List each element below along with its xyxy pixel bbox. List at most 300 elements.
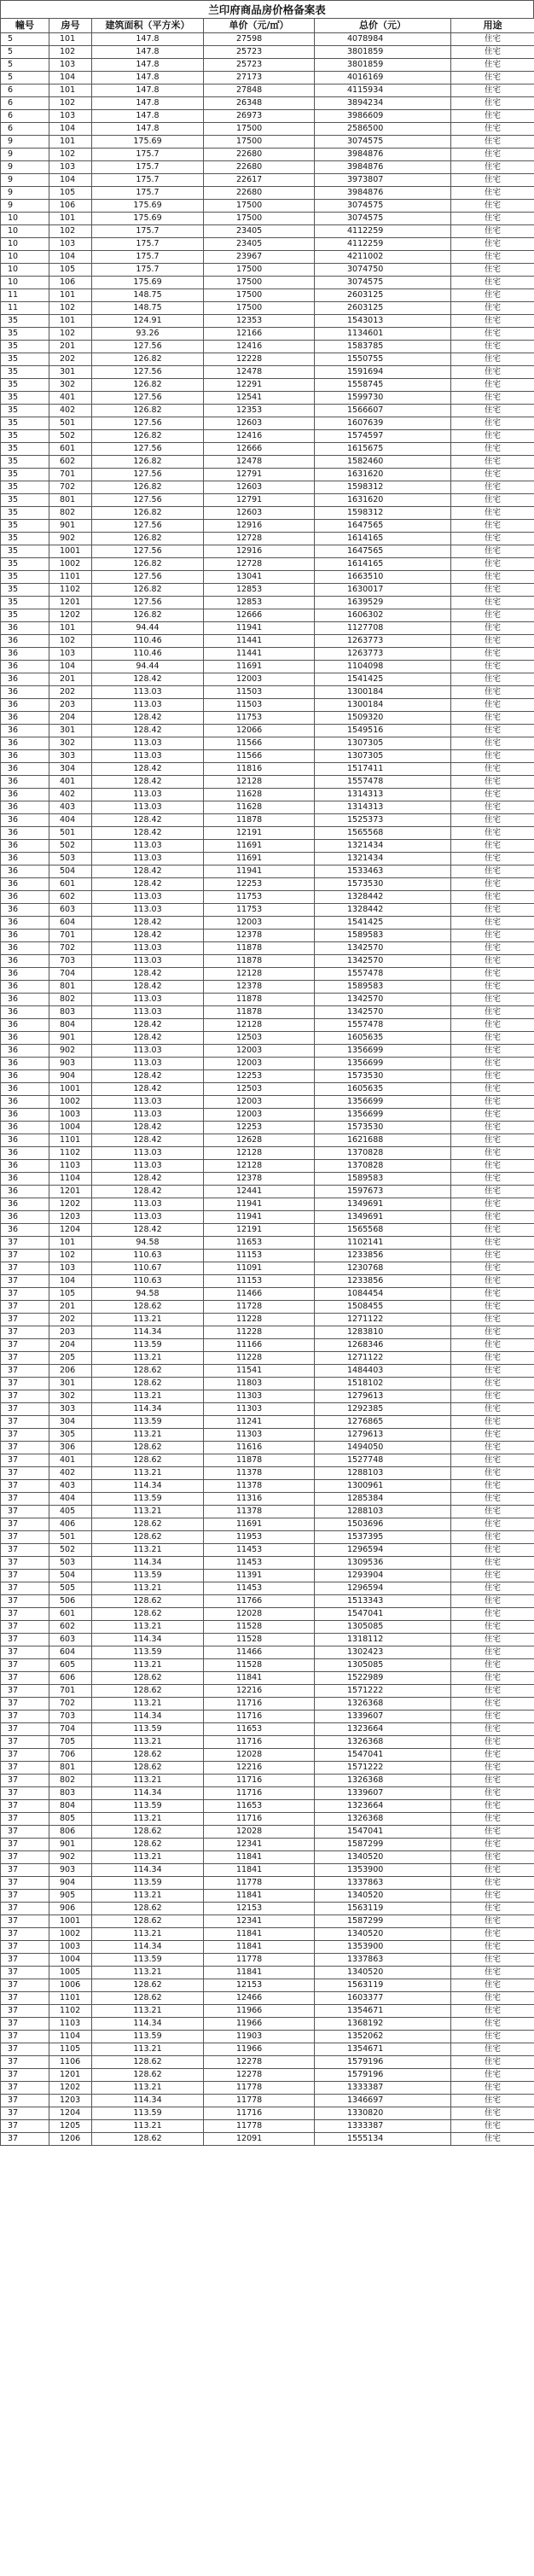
area-cell: 128.42 [92,673,204,686]
use-cell: 住宅 [451,2031,534,2043]
area-cell: 113.03 [92,1160,204,1173]
building-cell: 35 [1,609,49,622]
unit-price-cell: 12028 [204,1608,315,1621]
room-cell: 602 [49,891,92,904]
use-cell: 住宅 [451,1173,534,1186]
use-cell: 住宅 [451,315,534,328]
total-price-cell: 1527748 [315,1454,451,1467]
area-cell: 113.03 [92,904,204,917]
use-cell: 住宅 [451,1787,534,1800]
room-cell: 901 [49,520,92,533]
unit-price-cell: 12478 [204,366,315,379]
total-price-cell: 1292385 [315,1403,451,1416]
unit-price-cell: 27848 [204,85,315,97]
total-price-cell: 1127708 [315,622,451,635]
area-cell: 113.21 [92,1659,204,1672]
room-cell: 1001 [49,1915,92,1928]
unit-price-cell: 12353 [204,405,315,417]
unit-price-cell: 11778 [204,2120,315,2133]
area-cell: 147.8 [92,97,204,110]
table-row [1,981,534,994]
table-row [1,955,534,968]
area-cell: 128.42 [92,1186,204,1198]
total-price-cell: 1573530 [315,1122,451,1134]
table-row [1,238,534,251]
table-row [1,763,534,776]
use-cell: 住宅 [451,686,534,699]
total-price-cell: 1663510 [315,571,451,584]
room-cell: 101 [49,315,92,328]
room-cell: 504 [49,865,92,878]
use-cell: 住宅 [451,1903,534,1915]
room-cell: 202 [49,1314,92,1326]
building-cell: 37 [1,1339,49,1352]
unit-price-cell: 11228 [204,1326,315,1339]
unit-price-cell: 11716 [204,1736,315,1749]
unit-price-cell: 17500 [204,200,315,213]
unit-price-cell: 11541 [204,1365,315,1378]
unit-price-cell: 12541 [204,392,315,405]
area-cell: 113.03 [92,750,204,763]
table-row [1,1454,534,1467]
room-cell: 302 [49,1390,92,1403]
use-cell: 住宅 [451,622,534,635]
table-row [1,2056,534,2069]
unit-price-cell: 26973 [204,110,315,123]
building-cell: 35 [1,520,49,533]
room-cell: 101 [49,622,92,635]
building-cell: 36 [1,1083,49,1096]
building-cell: 37 [1,1301,49,1314]
use-cell: 住宅 [451,161,534,174]
building-cell: 37 [1,1928,49,1941]
area-cell: 128.62 [92,1365,204,1378]
building-cell: 35 [1,597,49,609]
unit-price-cell: 11753 [204,891,315,904]
use-cell: 住宅 [451,481,534,494]
unit-price-cell: 11566 [204,750,315,763]
building-cell: 35 [1,507,49,520]
table-row [1,46,534,59]
area-cell: 114.34 [92,2018,204,2031]
table-row [1,699,534,712]
unit-price-cell: 11716 [204,1775,315,1787]
area-cell: 128.42 [92,763,204,776]
use-cell: 住宅 [451,2043,534,2056]
room-cell: 1202 [49,1198,92,1211]
unit-price-cell: 11766 [204,1595,315,1608]
area-cell: 126.82 [92,430,204,443]
unit-price-cell: 11528 [204,1634,315,1646]
room-cell: 306 [49,1442,92,1454]
building-cell: 37 [1,2107,49,2120]
building-cell: 35 [1,315,49,328]
unit-price-cell: 11841 [204,1864,315,1877]
room-cell: 1104 [49,2031,92,2043]
total-price-cell: 1356699 [315,1096,451,1109]
use-cell: 住宅 [451,1762,534,1775]
use-cell: 住宅 [451,635,534,648]
building-cell: 35 [1,430,49,443]
use-cell: 住宅 [451,289,534,302]
use-cell: 住宅 [451,1698,534,1711]
total-price-cell: 1647565 [315,520,451,533]
room-cell: 802 [49,1775,92,1787]
area-cell: 175.69 [92,136,204,149]
building-cell: 37 [1,1608,49,1621]
use-cell: 住宅 [451,251,534,264]
area-cell: 126.82 [92,353,204,366]
room-cell: 204 [49,1339,92,1352]
use-cell: 住宅 [451,341,534,353]
building-cell: 36 [1,673,49,686]
area-cell: 113.59 [92,1646,204,1659]
room-cell: 702 [49,1698,92,1711]
unit-price-cell: 12253 [204,878,315,891]
room-cell: 703 [49,955,92,968]
room-cell: 401 [49,392,92,405]
building-cell: 37 [1,1723,49,1736]
total-price-cell: 4115934 [315,85,451,97]
use-cell: 住宅 [451,584,534,597]
table-row [1,417,534,430]
use-cell: 住宅 [451,1992,534,2005]
table-row [1,1186,534,1198]
use-cell: 住宅 [451,1314,534,1326]
room-cell: 902 [49,1045,92,1058]
unit-price-cell: 11878 [204,1006,315,1019]
total-price-cell: 3801859 [315,59,451,72]
use-cell: 住宅 [451,1275,534,1288]
table-row [1,1787,534,1800]
use-cell: 住宅 [451,302,534,315]
total-price-cell: 1518102 [315,1378,451,1390]
unit-price-cell: 17500 [204,136,315,149]
total-price-cell: 1533463 [315,865,451,878]
unit-price-cell: 11628 [204,789,315,801]
room-cell: 301 [49,366,92,379]
use-cell: 住宅 [451,1506,534,1518]
area-cell: 114.34 [92,1941,204,1954]
building-cell: 37 [1,1775,49,1787]
building-cell: 37 [1,1915,49,1928]
unit-price-cell: 11691 [204,661,315,673]
room-cell: 402 [49,789,92,801]
use-cell: 住宅 [451,430,534,443]
total-price-cell: 1573530 [315,878,451,891]
total-price-cell: 1370828 [315,1147,451,1160]
total-price-cell: 1598312 [315,481,451,494]
area-cell: 113.59 [92,2031,204,2043]
use-cell: 住宅 [451,917,534,930]
use-cell: 住宅 [451,1058,534,1070]
unit-price-cell: 12378 [204,1173,315,1186]
area-cell: 113.59 [92,1954,204,1967]
table-row [1,1211,534,1224]
unit-price-cell: 11841 [204,1851,315,1864]
use-cell: 住宅 [451,1083,534,1096]
building-cell: 37 [1,1621,49,1634]
total-price-cell: 1296594 [315,1544,451,1557]
total-price-cell: 1263773 [315,635,451,648]
table-row [1,277,534,289]
room-cell: 801 [49,494,92,507]
use-cell: 住宅 [451,1365,534,1378]
building-cell: 6 [1,97,49,110]
use-cell: 住宅 [451,328,534,341]
room-cell: 104 [49,251,92,264]
use-cell: 住宅 [451,661,534,673]
table-row [1,1096,534,1109]
use-cell: 住宅 [451,1621,534,1634]
building-cell: 37 [1,1365,49,1378]
use-cell: 住宅 [451,136,534,149]
use-cell: 住宅 [451,1019,534,1032]
unit-price-cell: 11941 [204,865,315,878]
area-cell: 175.69 [92,200,204,213]
unit-price-cell: 12853 [204,584,315,597]
room-cell: 103 [49,1262,92,1275]
room-cell: 201 [49,673,92,686]
unit-price-cell: 11628 [204,801,315,814]
area-cell: 128.62 [92,2069,204,2082]
area-cell: 128.62 [92,1442,204,1454]
area-cell: 114.34 [92,1326,204,1339]
unit-price-cell: 23405 [204,238,315,251]
area-cell: 128.62 [92,2133,204,2146]
use-cell: 住宅 [451,1723,534,1736]
table-row [1,1531,534,1544]
area-cell: 110.46 [92,648,204,661]
total-price-cell: 1283810 [315,1326,451,1339]
building-cell: 10 [1,264,49,277]
building-cell: 9 [1,187,49,200]
room-cell: 605 [49,1659,92,1672]
building-cell: 37 [1,1941,49,1954]
room-cell: 102 [49,149,92,161]
unit-price-cell: 11528 [204,1621,315,1634]
building-cell: 37 [1,1954,49,1967]
room-cell: 401 [49,776,92,789]
total-price-cell: 1547041 [315,1826,451,1839]
unit-price-cell: 11878 [204,814,315,827]
area-cell: 128.62 [92,1608,204,1621]
area-cell: 113.21 [92,1544,204,1557]
building-cell: 35 [1,584,49,597]
use-cell: 住宅 [451,725,534,737]
use-cell: 住宅 [451,1493,534,1506]
unit-price-cell: 11941 [204,1211,315,1224]
building-cell: 36 [1,1198,49,1211]
total-price-cell: 1276865 [315,1416,451,1429]
area-cell: 94.44 [92,622,204,635]
total-price-cell: 1323664 [315,1723,451,1736]
room-cell: 601 [49,1608,92,1621]
area-cell: 113.59 [92,1416,204,1429]
room-cell: 704 [49,1723,92,1736]
total-price-cell: 3894234 [315,97,451,110]
area-cell: 113.03 [92,994,204,1006]
total-price-cell: 1263773 [315,648,451,661]
building-cell: 37 [1,1826,49,1839]
total-price-cell: 1342570 [315,994,451,1006]
building-cell: 36 [1,1211,49,1224]
area-cell: 128.62 [92,1685,204,1698]
table-row [1,1851,534,1864]
total-price-cell: 3984876 [315,149,451,161]
building-cell: 35 [1,456,49,469]
room-cell: 502 [49,840,92,853]
area-cell: 113.59 [92,2107,204,2120]
area-cell: 113.03 [92,1006,204,1019]
room-cell: 802 [49,994,92,1006]
table-row [1,865,534,878]
building-cell: 37 [1,1493,49,1506]
use-cell: 住宅 [451,853,534,865]
unit-price-cell: 11816 [204,763,315,776]
building-cell: 36 [1,725,49,737]
building-cell: 37 [1,1557,49,1570]
total-price-cell: 1621688 [315,1134,451,1147]
total-price-cell: 1340520 [315,1890,451,1903]
total-price-cell: 1541425 [315,917,451,930]
total-price-cell: 1503696 [315,1518,451,1531]
unit-price-cell: 12853 [204,597,315,609]
area-cell: 113.21 [92,1390,204,1403]
table-row [1,1634,534,1646]
room-cell: 806 [49,1826,92,1839]
table-row [1,1429,534,1442]
unit-price-cell: 11566 [204,737,315,750]
area-cell: 128.62 [92,1454,204,1467]
building-cell: 37 [1,1378,49,1390]
total-price-cell: 3074575 [315,136,451,149]
room-cell: 501 [49,827,92,840]
price-table [0,18,534,2146]
table-row [1,1595,534,1608]
building-cell: 37 [1,1979,49,1992]
total-price-cell: 1321434 [315,840,451,853]
building-cell: 36 [1,1058,49,1070]
area-cell: 126.82 [92,405,204,417]
use-cell: 住宅 [451,72,534,85]
room-cell: 703 [49,1711,92,1723]
table-row [1,1416,534,1429]
table-row [1,622,534,635]
area-cell: 147.8 [92,85,204,97]
room-cell: 603 [49,1634,92,1646]
use-cell: 住宅 [451,545,534,558]
unit-price-cell: 12416 [204,341,315,353]
unit-price-cell: 12003 [204,1058,315,1070]
area-cell: 126.82 [92,507,204,520]
use-cell: 住宅 [451,533,534,545]
total-price-cell: 1537395 [315,1531,451,1544]
unit-price-cell: 12291 [204,379,315,392]
building-cell: 37 [1,1416,49,1429]
room-cell: 702 [49,481,92,494]
room-cell: 901 [49,1839,92,1851]
building-cell: 35 [1,379,49,392]
area-cell: 128.42 [92,981,204,994]
total-price-cell: 1494050 [315,1442,451,1454]
room-cell: 302 [49,737,92,750]
total-price-cell: 1271122 [315,1314,451,1326]
table-row [1,1275,534,1288]
total-price-cell: 1318112 [315,1634,451,1646]
use-cell: 住宅 [451,699,534,712]
total-price-cell: 1233856 [315,1250,451,1262]
building-cell: 36 [1,917,49,930]
area-cell: 128.62 [92,1595,204,1608]
area-cell: 114.34 [92,1557,204,1570]
use-cell: 住宅 [451,2120,534,2133]
table-row [1,2107,534,2120]
use-cell: 住宅 [451,379,534,392]
use-cell: 住宅 [451,1390,534,1403]
building-cell: 6 [1,123,49,136]
building-cell: 35 [1,353,49,366]
room-cell: 501 [49,1531,92,1544]
use-cell: 住宅 [451,1250,534,1262]
use-cell: 住宅 [451,97,534,110]
total-price-cell: 1326368 [315,1775,451,1787]
unit-price-cell: 26348 [204,97,315,110]
total-price-cell: 1342570 [315,942,451,955]
area-cell: 175.7 [92,149,204,161]
total-price-cell: 1354671 [315,2043,451,2056]
building-cell: 36 [1,1160,49,1173]
room-cell: 1203 [49,2095,92,2107]
area-cell: 114.34 [92,1864,204,1877]
room-cell: 801 [49,1762,92,1775]
table-row [1,1442,534,1454]
building-cell: 37 [1,1506,49,1518]
table-row [1,456,534,469]
use-cell: 住宅 [451,1122,534,1134]
room-cell: 901 [49,1032,92,1045]
total-price-cell: 1134601 [315,328,451,341]
room-cell: 501 [49,417,92,430]
use-cell: 住宅 [451,1839,534,1851]
room-cell: 104 [49,123,92,136]
unit-price-cell: 11716 [204,1698,315,1711]
unit-price-cell: 11241 [204,1416,315,1429]
room-cell: 1102 [49,2005,92,2018]
building-cell: 37 [1,1903,49,1915]
building-cell: 37 [1,1736,49,1749]
room-cell: 704 [49,968,92,981]
table-row [1,507,534,520]
area-cell: 175.69 [92,213,204,225]
table-row [1,814,534,827]
total-price-cell: 4016169 [315,72,451,85]
building-cell: 37 [1,1544,49,1557]
unit-price-cell: 11841 [204,1967,315,1979]
area-cell: 147.8 [92,46,204,59]
table-row [1,904,534,917]
unit-price-cell: 11803 [204,1378,315,1390]
area-cell: 147.8 [92,123,204,136]
building-cell: 36 [1,1096,49,1109]
use-cell: 住宅 [451,1480,534,1493]
total-price-cell: 1307305 [315,750,451,763]
building-cell: 37 [1,1672,49,1685]
table-row [1,533,534,545]
area-cell: 94.58 [92,1237,204,1250]
unit-price-cell: 11778 [204,1877,315,1890]
room-cell: 103 [49,648,92,661]
